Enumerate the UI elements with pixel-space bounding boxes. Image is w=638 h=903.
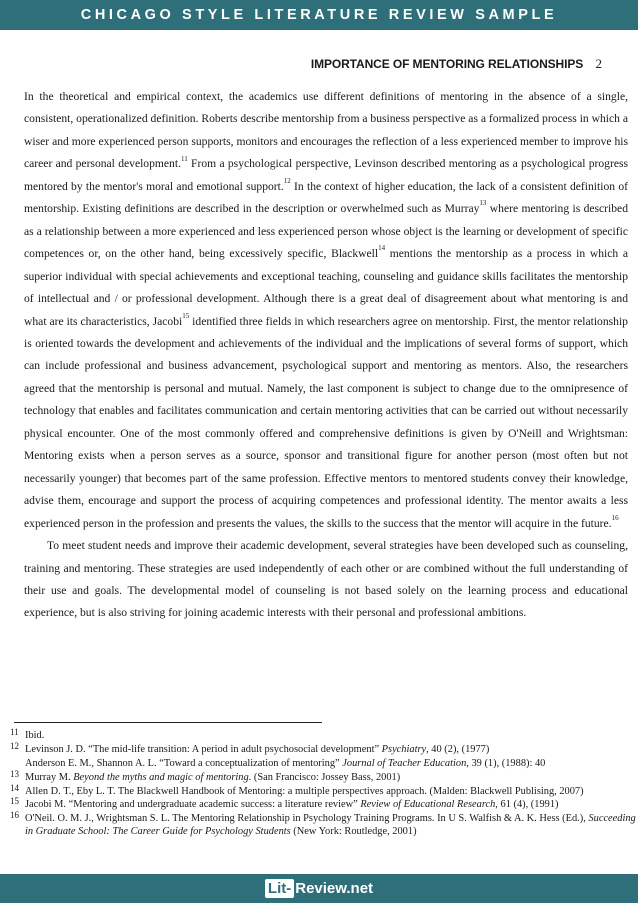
footnote-number: 14: [10, 782, 19, 793]
footnote-text: [25, 744, 636, 756]
footnote: [10, 768, 636, 784]
book-title: Beyond the myths and magic of mentoring: [73, 771, 249, 783]
citation-details: (New York: Routledge, 2001): [290, 825, 417, 837]
footnote-number: 11: [10, 727, 19, 737]
footnote-text: [25, 772, 636, 784]
footnote-text: [25, 758, 636, 770]
footnote-ref-12[interactable]: 12: [283, 176, 291, 185]
logo-rest: Review.net: [295, 880, 374, 897]
footnote-text: [25, 813, 636, 838]
footnote-text: [25, 799, 636, 811]
paragraph-2: To meet student needs and improve their academic development, several strategies have been developed such as counseling, training and mentoring. These strategies are used independently of each other or are combined without the full understanding of their use and goals. The developmental model of counseling is not based solely on the learning process and educational experience, but is also striving for joining academic interests with their personal and professional ambitions.: [24, 539, 628, 620]
citation-details: , 40 (2), (1977): [426, 743, 490, 755]
footnote-text: Ibid.: [25, 730, 45, 741]
paragraph-1: [24, 86, 628, 535]
top-banner: [0, 0, 638, 30]
footnote-number: [10, 754, 25, 766]
footnote-number: 15: [10, 796, 19, 807]
running-title: IMPORTANCE OF MENTORING RELATIONSHIPS: [310, 57, 584, 71]
text-run: In the context of higher education, the lack of a consistent definition of mentorship. Existing definitions are described in the description or overwhelmed such as Murray: [24, 179, 628, 216]
text-run: In the theoretical and empirical context, the academics use different definitions of mentoring in the absence of a single, consistent, operationalized definition. Roberts describe mentorship from a business perspective as a formalized process in which a wiser and more experienced person supports, monitors and encourages the reflection of a less experienced member to improve his career and personal development.: [24, 90, 628, 171]
site-logo[interactable]: [265, 879, 373, 898]
text-run: where mentoring is described as a relationship between a more experienced and less experienced person whose object is the learning or development of specific competences or, on the other hand, being excessively specific, Blackwell: [24, 202, 628, 261]
journal-title: Psychiatry: [381, 743, 427, 755]
citation-details: , 39 (1), (1988): 40: [466, 757, 546, 769]
footnotes: [10, 727, 636, 840]
footnote-ref-14[interactable]: 14: [378, 244, 386, 253]
document-title: CHICAGO STYLE LITERATURE REVIEW SAMPLE: [80, 7, 558, 23]
journal-title: Review of Educational Research: [360, 799, 496, 811]
text-run: From a psychological perspective, Levinson described mentoring as a psychological progress mentored by the mentor's moral and emotional support.: [24, 157, 629, 193]
footnote: [10, 758, 636, 770]
footnote-ref-13[interactable]: 13: [479, 199, 487, 208]
citation: Anderson E. M., Shannon A. L. “Toward a conceptualization of mentoring”: [25, 757, 343, 769]
logo-lit: Lit-: [265, 879, 294, 898]
citation: O'Neil. O. M. J., Wrightsman S. L. The Mentoring Relationship in Psychology Training Programs. In U S. Walfish & A. K. Hess (Ed.),: [25, 813, 589, 825]
citation-details: . (San Francisco: Jossey Bass, 2001): [248, 771, 401, 783]
footnote: [10, 796, 636, 811]
page-number: 2: [595, 56, 602, 71]
journal-title: Journal of Teacher Education: [342, 757, 467, 769]
footnote: [10, 782, 636, 798]
footnote-ref-16[interactable]: 16: [611, 513, 619, 522]
footnote-number: 12: [10, 740, 19, 751]
citation: Jacobi M. “Mentoring and undergraduate academic success: a literature review”: [25, 799, 361, 811]
text-run: identified three fields in which researchers agree on mentorship. First, the mentor relationship is oriented towards the development and achievements of the individual and the implications of several forms of support, which can include professional and business advancement, psychological support and mentoring as mentors. Also, the researchers agreed that the mentorship is personal and mutual. Namely, the last component is subject to change due to the omnipresence of technology that enables and facilitates communication and certain mentoring activities that can be carried out without necessarily physical encounter. One of the most commonly offered and comprehensive definitions is given by O'Neill and Wrightsman: Mentoring exists when a person serves as a source, sponsor and transitional figure for another person (most often but not necessarily younger) that becomes part of the same profession. Effective mentors to mentored students convey their knowledge, advise them, encourage and support the process of acquiring competences and professional identity. The mentor awaits a less experienced person in the profession and presents the values, the skills to the success that the mentor will acquire in the future.: [24, 314, 628, 530]
citation-details: , 61 (4), (1991): [495, 799, 559, 811]
book-title: Succeeding in Graduate School: The Career Guide for Psychology Students: [25, 813, 636, 837]
bottom-banner: [0, 874, 638, 903]
footnote: [10, 740, 636, 756]
footnote-divider: [14, 722, 322, 723]
footnote: [10, 810, 636, 838]
text-run: mentions the mentorship as a process in which a superior individual with special achievements and exceptional teaching, counseling and guidance skills facilitates the mentorship of intellectual and / or professional development. Although there is a great deal of disagreement about what mentoring is and what are its characteristics, Jacobi: [24, 247, 628, 328]
citation: Levinson J. D. “The mid-life transition: A period in adult psychosocial development”: [25, 743, 382, 755]
footnote-number: 16: [10, 810, 19, 821]
footnote-ref-15[interactable]: 15: [182, 311, 190, 320]
running-head: [311, 56, 602, 72]
citation: Murray M.: [25, 771, 74, 783]
body-text: [24, 86, 628, 625]
footnote-text: Allen D. T., Eby L. T. The Blackwell Handbook of Mentoring: a multiple perspectives approach. (Malden: Blackwell Publising, 2007): [25, 785, 584, 797]
footnote-number: 13: [10, 768, 19, 779]
footnote-ref-11[interactable]: 11: [180, 154, 188, 163]
footnote: [10, 727, 636, 742]
